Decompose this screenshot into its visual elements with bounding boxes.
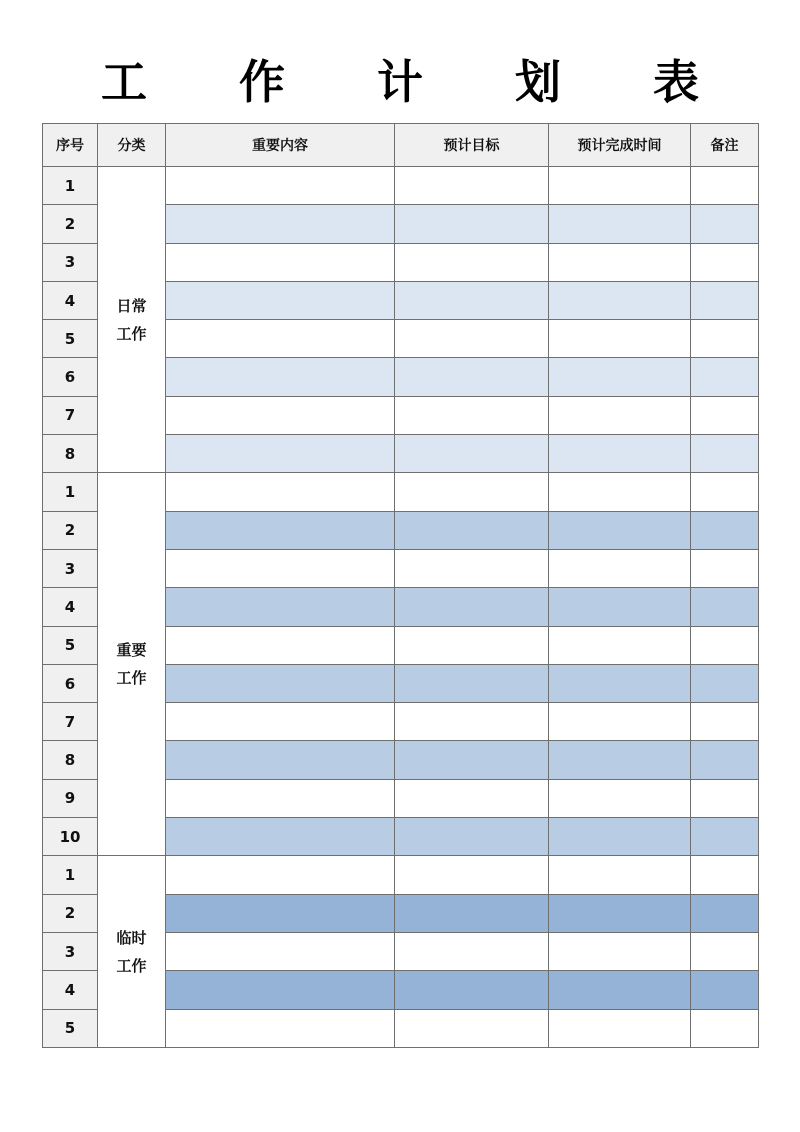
notes-cell[interactable] (691, 549, 759, 587)
category-label-line1: 重要 (116, 641, 147, 660)
header-target: 预计目标 (395, 124, 549, 167)
notes-cell[interactable] (691, 932, 759, 970)
content-cell[interactable] (166, 932, 395, 970)
header-content: 重要内容 (166, 124, 395, 167)
header-seq: 序号 (43, 124, 98, 167)
notes-cell[interactable] (691, 741, 759, 779)
row-number: 3 (43, 243, 98, 281)
deadline-cell[interactable] (549, 167, 691, 205)
target-cell[interactable] (395, 281, 549, 319)
deadline-cell[interactable] (549, 779, 691, 817)
table-row (43, 167, 759, 205)
notes-cell[interactable] (691, 435, 759, 473)
deadline-cell[interactable] (549, 511, 691, 549)
row-number: 10 (43, 818, 98, 856)
deadline-cell[interactable] (549, 856, 691, 894)
notes-cell[interactable] (691, 320, 759, 358)
content-cell[interactable] (166, 281, 395, 319)
target-cell[interactable] (395, 818, 549, 856)
target-cell[interactable] (395, 703, 549, 741)
work-plan-table (42, 123, 759, 1048)
deadline-cell[interactable] (549, 818, 691, 856)
deadline-cell[interactable] (549, 894, 691, 932)
target-cell[interactable] (395, 435, 549, 473)
category-label-line2: 工作 (116, 324, 147, 343)
content-cell[interactable] (166, 818, 395, 856)
notes-cell[interactable] (691, 856, 759, 894)
deadline-cell[interactable] (549, 549, 691, 587)
notes-cell[interactable] (691, 703, 759, 741)
row-number: 7 (43, 703, 98, 741)
notes-cell[interactable] (691, 588, 759, 626)
target-cell[interactable] (395, 473, 549, 511)
content-cell[interactable] (166, 320, 395, 358)
notes-cell[interactable] (691, 243, 759, 281)
deadline-cell[interactable] (549, 741, 691, 779)
target-cell[interactable] (395, 167, 549, 205)
target-cell[interactable] (395, 243, 549, 281)
target-cell[interactable] (395, 779, 549, 817)
row-number: 1 (43, 473, 98, 511)
target-cell[interactable] (395, 205, 549, 243)
notes-cell[interactable] (691, 894, 759, 932)
row-number: 6 (43, 358, 98, 396)
content-cell[interactable] (166, 588, 395, 626)
row-number: 3 (43, 549, 98, 587)
target-cell[interactable] (395, 320, 549, 358)
target-cell[interactable] (395, 894, 549, 932)
deadline-cell[interactable] (549, 358, 691, 396)
category-cell (98, 856, 166, 1047)
category-label-line2: 工作 (116, 956, 147, 975)
content-cell[interactable] (166, 243, 395, 281)
row-number: 3 (43, 932, 98, 970)
deadline-cell[interactable] (549, 320, 691, 358)
deadline-cell[interactable] (549, 971, 691, 1009)
content-cell[interactable] (166, 626, 395, 664)
notes-cell[interactable] (691, 626, 759, 664)
row-number: 2 (43, 511, 98, 549)
content-cell[interactable] (166, 1009, 395, 1047)
notes-cell[interactable] (691, 396, 759, 434)
category-label-line1: 临时 (116, 928, 147, 947)
content-cell[interactable] (166, 511, 395, 549)
row-number: 2 (43, 205, 98, 243)
deadline-cell[interactable] (549, 243, 691, 281)
deadline-cell[interactable] (549, 932, 691, 970)
content-cell[interactable] (166, 435, 395, 473)
header-category: 分类 (98, 124, 166, 167)
notes-cell[interactable] (691, 818, 759, 856)
deadline-cell[interactable] (549, 473, 691, 511)
target-cell[interactable] (395, 511, 549, 549)
deadline-cell[interactable] (549, 205, 691, 243)
row-number: 5 (43, 320, 98, 358)
category-cell (98, 167, 166, 473)
content-cell[interactable] (166, 358, 395, 396)
content-cell[interactable] (166, 664, 395, 702)
content-cell[interactable] (166, 473, 395, 511)
notes-cell[interactable] (691, 473, 759, 511)
deadline-cell[interactable] (549, 588, 691, 626)
deadline-cell[interactable] (549, 281, 691, 319)
row-number: 9 (43, 779, 98, 817)
content-cell[interactable] (166, 856, 395, 894)
content-cell[interactable] (166, 971, 395, 1009)
header-deadline: 预计完成时间 (549, 124, 691, 167)
row-number: 2 (43, 894, 98, 932)
target-cell[interactable] (395, 741, 549, 779)
content-cell[interactable] (166, 205, 395, 243)
header-notes: 备注 (691, 124, 759, 167)
header-row (43, 124, 759, 167)
target-cell[interactable] (395, 664, 549, 702)
row-number: 7 (43, 396, 98, 434)
category-label-line1: 日常 (116, 296, 147, 315)
content-cell[interactable] (166, 549, 395, 587)
notes-cell[interactable] (691, 511, 759, 549)
deadline-cell[interactable] (549, 1009, 691, 1047)
row-number: 4 (43, 281, 98, 319)
category-cell (98, 473, 166, 856)
deadline-cell[interactable] (549, 703, 691, 741)
notes-cell[interactable] (691, 358, 759, 396)
content-cell[interactable] (166, 894, 395, 932)
target-cell[interactable] (395, 856, 549, 894)
content-cell[interactable] (166, 396, 395, 434)
page-title: 工 作 计 划 表 (100, 55, 738, 109)
notes-cell[interactable] (691, 971, 759, 1009)
content-cell[interactable] (166, 703, 395, 741)
target-cell[interactable] (395, 549, 549, 587)
notes-cell[interactable] (691, 167, 759, 205)
row-number: 1 (43, 167, 98, 205)
notes-cell[interactable] (691, 1009, 759, 1047)
content-cell[interactable] (166, 167, 395, 205)
content-cell[interactable] (166, 779, 395, 817)
row-number: 8 (43, 741, 98, 779)
deadline-cell[interactable] (549, 664, 691, 702)
deadline-cell[interactable] (549, 396, 691, 434)
target-cell[interactable] (395, 932, 549, 970)
target-cell[interactable] (395, 971, 549, 1009)
category-label-line2: 工作 (116, 669, 147, 688)
target-cell[interactable] (395, 588, 549, 626)
content-cell[interactable] (166, 741, 395, 779)
row-number: 5 (43, 1009, 98, 1047)
notes-cell[interactable] (691, 664, 759, 702)
notes-cell[interactable] (691, 779, 759, 817)
target-cell[interactable] (395, 626, 549, 664)
row-number: 5 (43, 626, 98, 664)
target-cell[interactable] (395, 1009, 549, 1047)
row-number: 4 (43, 971, 98, 1009)
table-row (43, 856, 759, 894)
deadline-cell[interactable] (549, 435, 691, 473)
notes-cell[interactable] (691, 281, 759, 319)
target-cell[interactable] (395, 358, 549, 396)
target-cell[interactable] (395, 396, 549, 434)
row-number: 4 (43, 588, 98, 626)
row-number: 8 (43, 435, 98, 473)
deadline-cell[interactable] (549, 626, 691, 664)
notes-cell[interactable] (691, 205, 759, 243)
row-number: 6 (43, 664, 98, 702)
row-number: 1 (43, 856, 98, 894)
table-row (43, 473, 759, 511)
